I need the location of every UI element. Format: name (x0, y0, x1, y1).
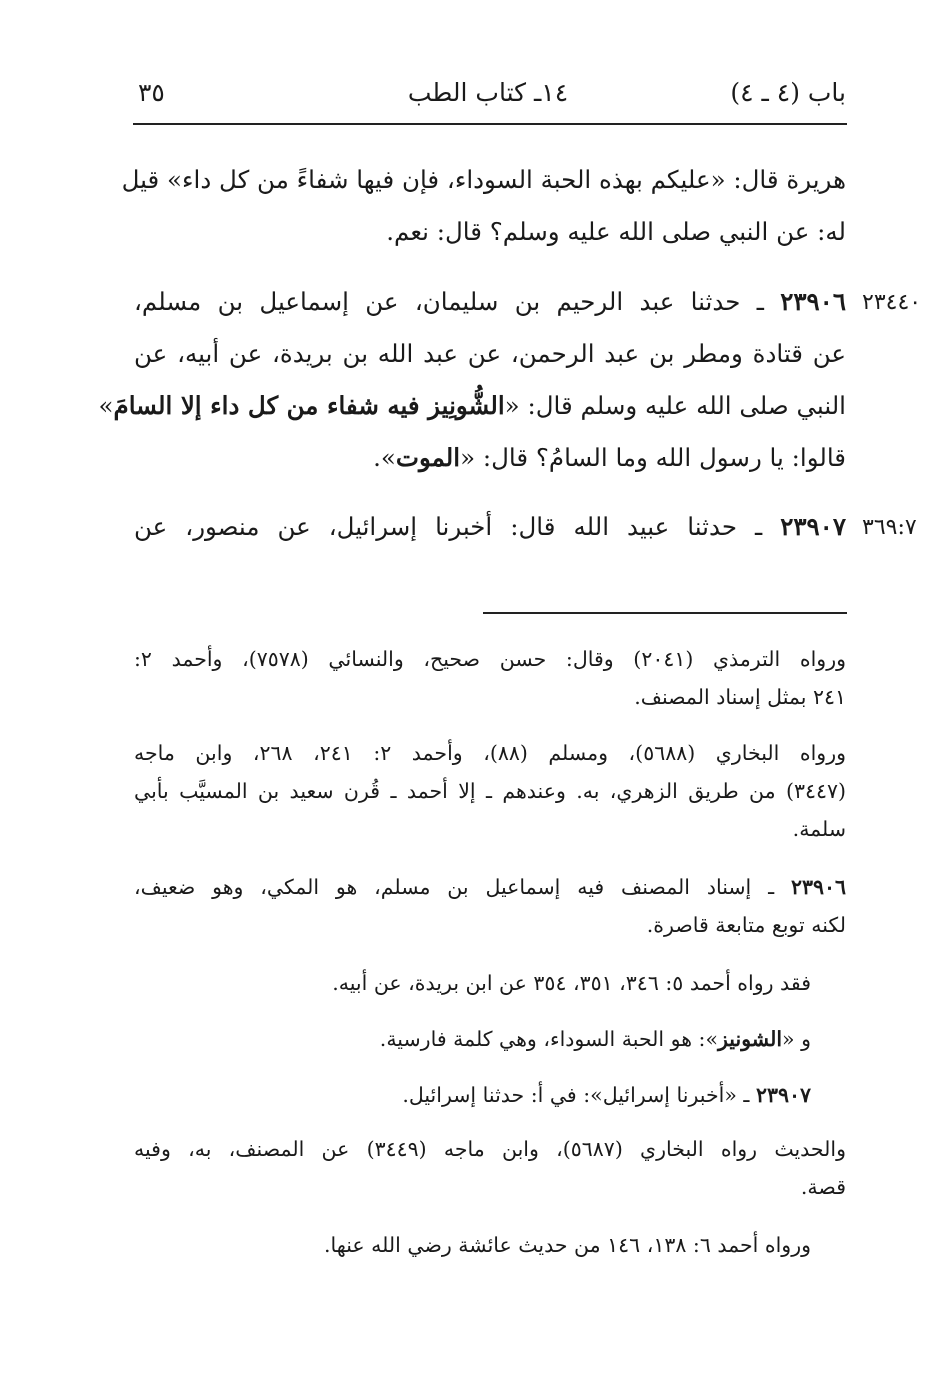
text-segment: ـ حدثنا عبد الرحيم بن سليمان، عن إسماعيل بن مسلم، (134, 287, 764, 316)
text-line: ٢٤١ بمثل إسناد المصنف. (634, 685, 846, 709)
chapter-label: باب (٤ ـ ٤) (730, 78, 846, 107)
footnote (134, 964, 811, 1002)
text-line (98, 380, 846, 432)
text-line: لكنه توبع متابعة قاصرة. (646, 913, 846, 937)
text-line (134, 276, 846, 328)
footnote (134, 1226, 811, 1264)
margin-number: ٣٦٩:٧ (862, 515, 917, 540)
text-line: سلمة. (792, 817, 846, 841)
text-segment: ـ إسناد المصنف فيه إسماعيل بن مسلم، هو المكي، وهو ضعيف، (134, 875, 775, 899)
hadith-quote: الموت (395, 443, 461, 472)
text-line (134, 501, 846, 553)
text-line (134, 1020, 811, 1058)
running-header (130, 78, 846, 122)
text-segment: قالوا: يا رسول الله وما السامُ؟ قال: « (460, 443, 846, 472)
hadith-number: ٢٣٩٠٦ (780, 287, 846, 316)
text-segment: و « (782, 1027, 811, 1051)
text-segment: » (98, 391, 114, 420)
text-line: له: عن النبي صلى الله عليه وسلم؟ قال: نعم. (386, 217, 846, 246)
footnote (134, 1076, 811, 1114)
text-line (134, 432, 846, 484)
text-line: قصة. (800, 1175, 846, 1199)
text-segment: ـ «أخبرنا إسرائيل»: في أ: حدثنا إسرائيل. (402, 1083, 750, 1107)
text-line: هريرة قال: «عليكم بهذه الحبة السوداء، فإن فيها شفاءً من كل داء» قيل (121, 165, 846, 194)
text-line: والحديث رواه البخاري (٥٦٨٧)، وابن ماجه (٣٤٤٩) عن المصنف، به، وفيه (134, 1137, 846, 1161)
hadith-number: ٢٣٩٠٧ (755, 1083, 811, 1107)
hadith-23906 (98, 276, 846, 484)
hadith-23907 (134, 501, 846, 553)
book-title: ١٤ـ كتاب الطب (407, 78, 569, 107)
hadith-quote: الشُّونِيز فيه شفاء من كل داء إلا السامَ (113, 391, 505, 420)
hadith-number: ٢٣٩٠٦ (790, 875, 846, 899)
text-line: ورواه البخاري (٥٦٨٨)، ومسلم (٨٨)، وأحمد ٢: ٢٤١، ٢٦٨، وابن ماجه (134, 741, 847, 765)
text-line: ورواه أحمد ٦: ١٣٨، ١٤٦ من حديث عائشة رضي الله عنها. (324, 1233, 811, 1257)
text-line (134, 1076, 811, 1114)
text-segment: »: هو الحبة السوداء، وهي كلمة فارسية. (379, 1027, 718, 1051)
footnote (134, 1130, 846, 1206)
footnote (134, 734, 846, 848)
hadith-number: ٢٣٩٠٧ (780, 512, 846, 541)
page-number: ٣٥ (138, 78, 165, 107)
text-line: فقد رواه أحمد ٥: ٣٤٦، ٣٥١، ٣٥٤ عن ابن بريدة، عن أبيه. (332, 971, 811, 995)
hadith-continuation (121, 154, 846, 258)
footnote (134, 868, 846, 944)
text-line: عن قتادة ومطر بن عبد الرحمن، عن عبد الله بن بريدة، عن أبيه، عن (134, 339, 846, 368)
text-segment: النبي صلى الله عليه وسلم قال: « (504, 391, 846, 420)
text-segment: ـ حدثنا عبيد الله قال: أخبرنا إسرائيل، عن منصور، عن (134, 512, 763, 541)
text-line: ورواه الترمذي (٢٠٤١) وقال: حسن صحيح، والنسائي (٧٥٧٨)، وأحمد ٢: (134, 647, 846, 671)
footnote (134, 640, 846, 716)
footnote (134, 1020, 811, 1058)
glossary-term: الشونيز (718, 1027, 783, 1051)
margin-number: ٢٣٤٤٠ (862, 290, 922, 315)
footnote-separator (483, 612, 847, 614)
text-segment: ». (373, 443, 396, 472)
text-line (134, 868, 846, 906)
text-line: (٣٤٤٧) من طريق الزهري، به. وعندهم ـ إلا أحمد ـ قُرن سعيد بن المسيَّب بأبي (134, 779, 846, 803)
header-rule (133, 123, 847, 125)
